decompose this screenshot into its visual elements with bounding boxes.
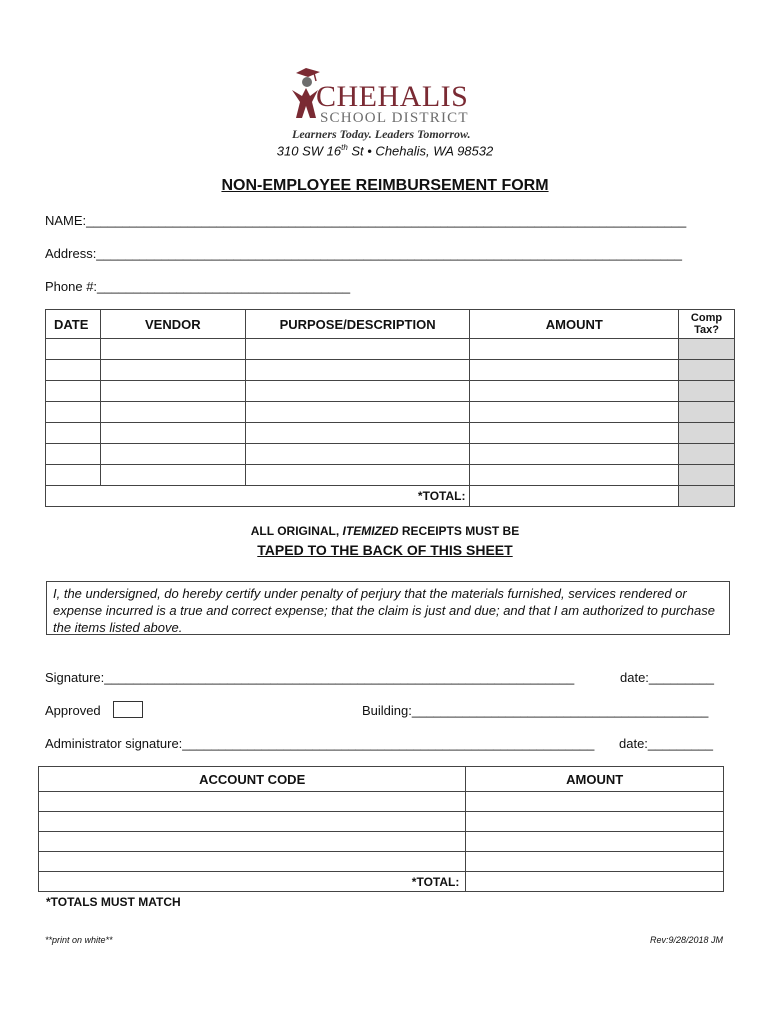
table-row[interactable] [39, 852, 724, 872]
totals-must-match-note: *TOTALS MUST MATCH [46, 895, 181, 909]
account-amount-header: AMOUNT [466, 767, 724, 792]
account-total-amount[interactable] [466, 872, 724, 892]
table-row[interactable] [39, 832, 724, 852]
account-code-header: ACCOUNT CODE [39, 767, 466, 792]
table-row[interactable] [46, 465, 735, 486]
logo-tagline: Learners Today. Leaders Tomorrow. [292, 127, 471, 141]
phone-field[interactable]: Phone #:___________________________________ [45, 279, 351, 294]
approved-label: Approved [45, 703, 101, 718]
table-row[interactable] [46, 339, 735, 360]
account-code-table [38, 766, 724, 892]
address-field[interactable]: Address:_________________________________________________________________________________ [45, 246, 682, 261]
revision-note: Rev:9/28/2018 JM [649, 935, 723, 945]
account-header-row [39, 767, 724, 792]
table-row[interactable] [39, 812, 724, 832]
table-row[interactable] [46, 444, 735, 465]
vendor-header: VENDOR [100, 310, 245, 339]
administrator-date-field[interactable]: date:_________ [619, 736, 713, 751]
items-total-amount[interactable] [470, 486, 679, 507]
table-row[interactable] [46, 360, 735, 381]
signature-date-field[interactable]: date:_________ [620, 670, 714, 685]
date-header: DATE [46, 310, 101, 339]
approved-checkbox[interactable] [113, 701, 143, 718]
table-row[interactable] [46, 423, 735, 444]
comp-tax-header: Comp Tax? [679, 310, 735, 339]
account-total-label: *TOTAL: [39, 872, 466, 892]
expense-items-table [45, 309, 735, 507]
form-title: NON-EMPLOYEE REIMBURSEMENT FORM [221, 177, 549, 194]
administrator-signature-field[interactable]: Administrator signature:_________________________________________________________ [45, 736, 595, 751]
building-field[interactable]: Building:_________________________________________ [362, 703, 709, 718]
name-field[interactable]: NAME:___________________________________________________________________________________ [45, 213, 687, 228]
items-total-row [46, 486, 735, 507]
district-address: 310 SW 16th St • Chehalis, WA 98532 [276, 143, 494, 159]
items-total-label: *TOTAL: [46, 486, 470, 507]
signature-field[interactable]: Signature:_________________________________________________________________ [45, 670, 575, 685]
table-row[interactable] [46, 402, 735, 423]
print-note: **print on white** [45, 935, 113, 945]
district-logo [288, 66, 488, 142]
certification-statement: I, the undersigned, do hereby certify under penalty of perjury that the materials furnished, services rendered or expense incurred is a true and correct expense; that the claim is just and due; and that I am authorized to purchase the items listed above. [46, 581, 730, 635]
receipts-instruction: TAPED TO THE BACK OF THIS SHEET [257, 542, 513, 558]
account-total-row [39, 872, 724, 892]
items-header-row [46, 310, 735, 339]
table-row[interactable] [39, 792, 724, 812]
purpose-header: PURPOSE/DESCRIPTION [245, 310, 470, 339]
table-row[interactable] [46, 381, 735, 402]
logo-district: SCHOOL DISTRICT [320, 110, 469, 126]
logo-name: CHEHALIS [316, 80, 469, 113]
amount-header: AMOUNT [470, 310, 679, 339]
receipts-notice: ALL ORIGINAL, ITEMIZED RECEIPTS MUST BE [250, 524, 520, 538]
